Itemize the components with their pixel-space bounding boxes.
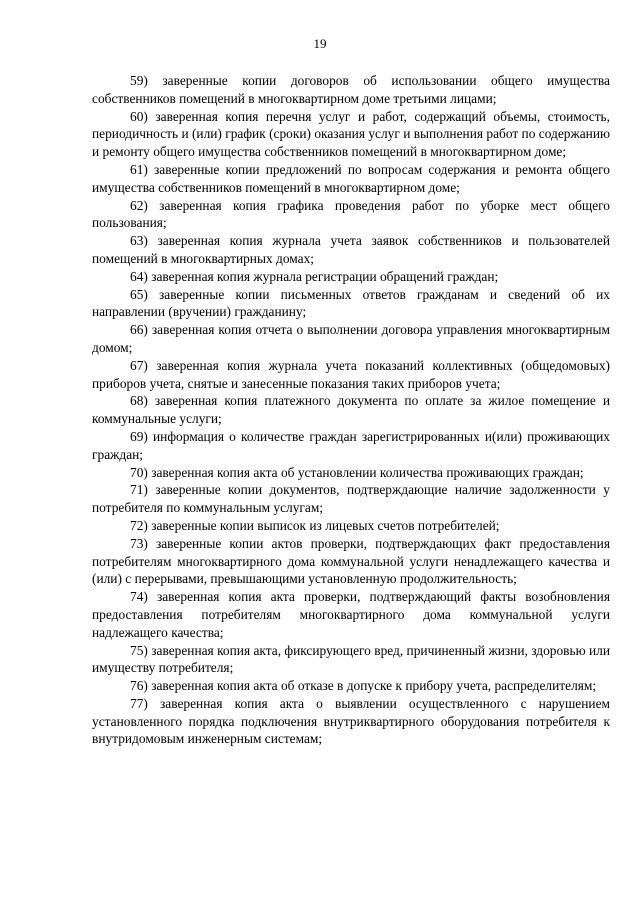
list-item: 62) заверенная копия графика проведения работ по уборке мест общего пользования; <box>92 197 610 231</box>
list-item: 71) заверенные копии документов, подтверждающие наличие задолженности у потребителя по коммунальным услугам; <box>92 482 610 516</box>
list-item: 63) заверенная копия журнала учета заявок собственников и пользователей помещений в многоквартирных домах; <box>92 233 610 266</box>
list-item: 70) заверенная копия акта об установлении количества проживающих граждан; <box>130 464 584 480</box>
list-item: 65) заверенные копии письменных ответов гражданам и сведений об их направлении (вручении) гражданину; <box>92 286 610 320</box>
list-item: 73) заверенные копии актов проверки, подтверждающих факт предоставления потребителям многоквартирного дома коммунальной услуги ненадлежащего качества и (или) с перерывами, превышающими установленную продолжительность; <box>92 535 610 587</box>
list-item: 74) заверенная копия акта проверки, подтверждающий факты возобновления предоставления потребителям многоквартирного дома коммунальной услуги надлежащего качества; <box>92 589 610 640</box>
list-item: 69) информация о количестве граждан зарегистрированных и(или) проживающих граждан; <box>92 428 610 462</box>
list-item: 67) заверенная копия журнала учета показаний коллективных (общедомовых) приборов учета, снятые и занесенные показания таких приборов учета; <box>92 357 610 391</box>
list-item: 76) заверенная копия акта об отказе в допуске к прибору учета, распределителям; <box>130 678 597 694</box>
list-item: 59) заверенные копии договоров об использовании общего имущества собственников помещений в многоквартирном доме третьими лицами; <box>92 73 610 106</box>
page-number: 19 <box>313 36 327 51</box>
list-item: 75) заверенная копия акта, фиксирующего вред, причиненный жизни, здоровью или имуществу потребителя; <box>92 642 610 676</box>
document-body <box>92 72 610 748</box>
list-item: 60) заверенная копия перечня услуг и работ, содержащий объемы, стоимость, периодичность и (или) график (сроки) оказания услуг и выполнения работ по содержанию и ремонту общего имущества собственников помещений в многоквартирном доме; <box>92 108 610 160</box>
list-item: 61) заверенные копии предложений по вопросам содержания и ремонта общего имущества собственников помещений в многоквартирном доме; <box>92 161 610 195</box>
list-item: 72) заверенные копии выписок из лицевых счетов потребителей; <box>130 517 500 533</box>
list-item: 68) заверенная копия платежного документа по оплате за жилое помещение и коммунальные услуги; <box>92 393 610 427</box>
list-item: 64) заверенная копия журнала регистрации обращений граждан; <box>130 268 499 284</box>
list-item: 77) заверенная копия акта о выявлении осуществленного с нарушением установленного порядка подключения внутриквартирного оборудования потребителя к внутридомовым инженерным системам; <box>92 695 610 747</box>
list-item: 66) заверенная копия отчета о выполнении договора управления многоквартирным домом; <box>92 322 610 355</box>
